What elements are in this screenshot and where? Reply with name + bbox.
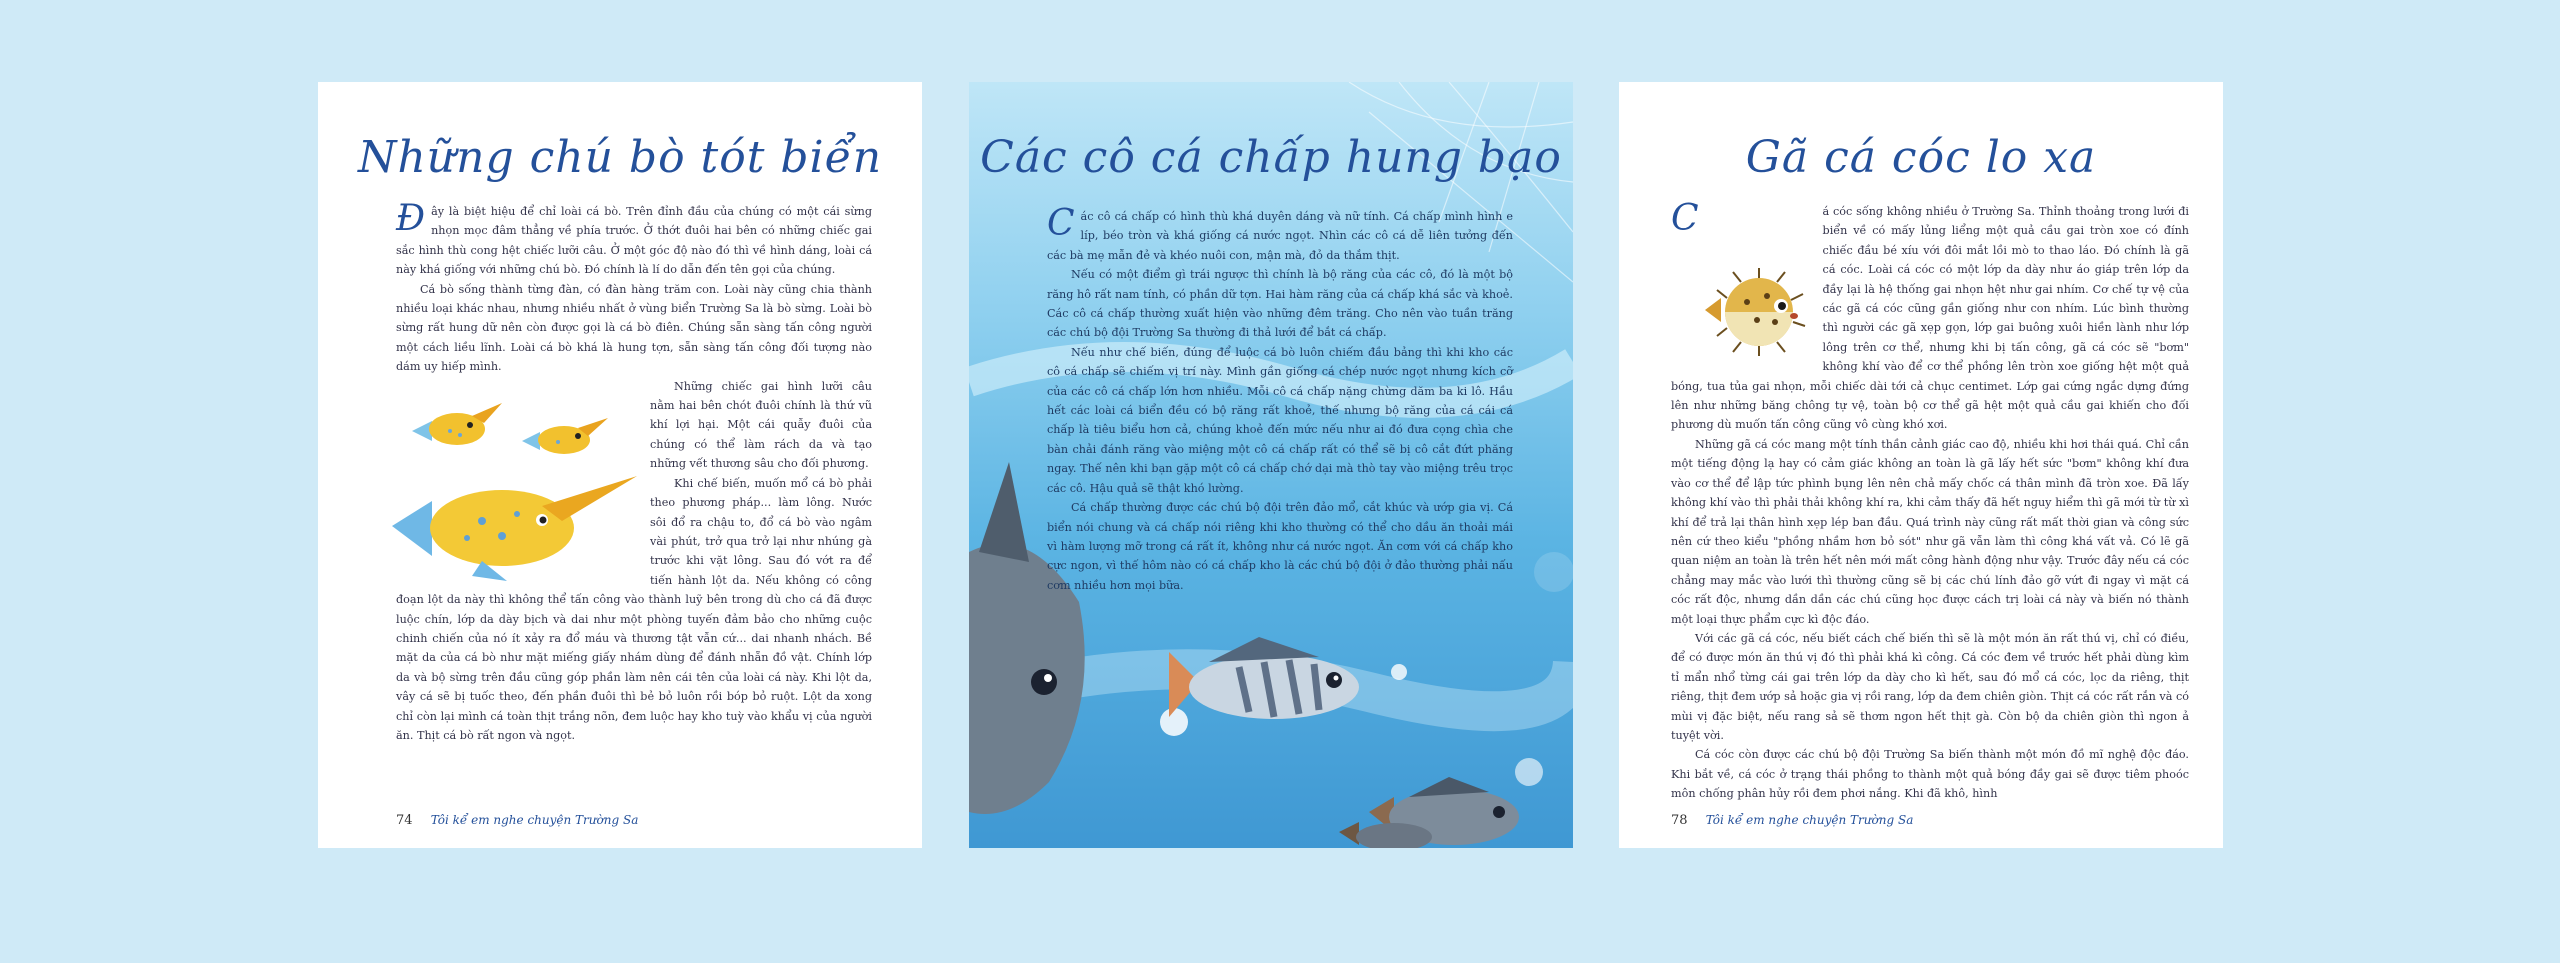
page-body	[1671, 198, 2189, 804]
paragraph: Cá bò sống thành từng đàn, có đàn hàng trăm con. Loài này cũng chia thành nhiều loại khác nhau, nhưng nhiều nhất ở vùng biển Trường Sa là bò sừng. Loài bò sừng rất hung dữ nên còn được gọi là cá bò điên. Chúng sẵn sàng tấn công người một cách liều lĩnh. Loài cá bò khá là hung tợn, sẵn sàng tấn công đối tượng nào dám uy hiếp mình.	[396, 282, 872, 374]
paragraph: Cá cóc còn được các chú bộ đội Trường Sa biến thành một món đồ mĩ nghệ độc đáo. Khi bắt về, cá cóc ở trạng thái phồng to thành một quả bóng đầy gai sẽ được tiêm phoóc môn chống phân hủy rồi đem phơi nắng. Khi đã khô, hình	[1671, 748, 2189, 801]
page-title: Các cô cá chấp hung bạo	[980, 132, 1562, 183]
drop-cap: C	[1047, 203, 1075, 244]
paragraph: Với các gã cá cóc, nếu biết cách chế biến thì sẽ là một món ăn rất thú vị, chỉ có điều, để có được món ăn thú vị đó thì phải khá kì công. Cá cóc đem về trước hết phải dùng kìm tỉ mẩn nhổ từng cái gai trên lớp da dày cho kì hết, sau đó mổ cá cóc, lọc da riêng, thịt riêng, thịt đem ướp sả hoặc gia vị rồi rang, lớp da đem chiên giòn. Thịt cá cóc rất rắn và có mùi vị đặc biệt, nếu rang sả sẽ thơm ngon hết thịt gà. Còn bộ da chiên giòn thì ngon ả tuyệt vời.	[1671, 631, 2189, 742]
page-right	[1619, 82, 2223, 848]
paragraph: Những gã cá cóc mang một tính thần cảnh giác cao độ, nhiều khi hơi thái quá. Chỉ cần một tiếng động lạ hay có cảm giác không an toàn là gã lấy hết sức "bơm" không khí đưa vào cơ thể để lập tức phình bụng lên nên chả mấy chốc cá thân mình đã tròn xoe. Đã lấy không khí vào thì phải thải không khí ra, khi cảm thấy đã hết nguy hiểm thì gã mới từ từ xì khí để trả lại thân hình xẹp lép ban đầu. Quá trình này cũng rất mất thời gian và công sức nên cứ theo kiểu "phồng nhầm hơn bỏ sót" như gã vẫn làm thì công khá vất vả. Có lẽ gã quan niệm an toàn là trên hết nên mới mất công hành động như vậy. Trước đây nếu cá cóc chẳng may mắc vào lưới thì thường cũng sẽ bị các chú lính đảo gỡ vứt đi ngay vì mặt cá cóc rất độc, nhưng dần dần các chú cũng học được cách trị loài cá này và biến nó thành một loại thực phẩm cực kì độc đáo.	[1671, 437, 2189, 626]
drop-cap: Đ	[396, 198, 426, 239]
paragraph: Các cô cá chấp có hình thù khá duyên dáng và nữ tính. Cá chấp mình hình e líp, béo tròn và khá giống cá nước ngọt. Nhìn các cô cá dễ liên tưởng đến các bà mẹ mẫn đẻ và khéo nuôi con, mận mà, đỏ da thắm thịt.	[1047, 203, 1513, 262]
paragraph: Những chiếc gai hình lưỡi câu nằm hai bên chót đuôi chính là thứ vũ khí lợi hại. Một cái quẫy đuôi của chúng có thể làm rách da và tạo những vết thương sâu cho đối phương.	[650, 379, 872, 471]
page-title: Những chú bò tót biển	[357, 132, 883, 183]
paragraph: Khi chế biến, muốn mổ cá bò phải theo phương pháp... làm lông. Nước sôi đổ ra chậu to, đổ cá bò vào ngâm vài phút, trở qua trở lại như nhúng gà trước khi vặt lông. Sau đó vớt ra để tiến hành lột da. Nếu không có công đoạn lột da này thì không thể tấn công vào thành luỹ bên trong dù cho cá đã được luộc chín, lớp da dày bịch và dai như một phòng tuyến đảm bảo cho những cuộc chinh chiến của nó ít xảy ra đổ máu và thương tật vẫn cứ... dai nhanh nhách. Bề mặt da của cá bò như mặt miếng giấy nhám dùng để đánh nhẵn đồ vật. Chính lớp da và bộ sừng trên đầu cũng góp phần làm nên cái tên của loài cá này. Khi lột da, vây cá sẽ bị tuốc theo, đến phần đuôi thì bẻ bỏ luôn rồi bóp bỏ ruột. Lột da xong chỉ còn lại mình cá toàn thịt trắng nõn, đem luộc hay kho tuỳ vào khẩu vị của người ăn. Thịt cá bò rất ngon và ngọt.	[396, 476, 872, 742]
pufferfish-illustration	[1697, 262, 1815, 358]
cowfish-illustration	[392, 381, 642, 581]
paragraph: Cá chấp thường được các chú bộ đội trên đảo mổ, cắt khúc và ướp gia vị. Cá biển nói chung và cá chấp nói riêng khi kho thường có thể cho dầu ăn thoải mái vì hàm lượng mỡ trong cá rất ít, không như cá nước ngọt. Ăn cơm với cá chấp kho cực ngon, vì thế hôm nào có cá chấp kho là các chú bộ đội ở đảo thường phải nấu cơm nhiều hơn mọi bữa.	[1047, 501, 1513, 592]
page-middle	[969, 82, 1573, 848]
paragraph: C á cóc sống không nhiều ở Trường Sa. Thỉnh thoảng trong lưới đi biển về có mấy lủng liểng một quả cầu gai tròn xoe có đính chiếc đầu bé xíu với đôi mắt lồi mò to thao láo. Đó chính là gã cá cóc. Loài cá cóc có một lớp da dày như áo giáp trên lớp da đầy lại là hệ thống gai nhọn hệt như gai nhím. Cơ chế tự vệ của các gã cá cóc cũng gần giống như con nhím. Lúc bình thường thì người các gã xẹp gọn, lớp gai buông xuôi hiền lành như lớp lông trên cơ thể, nhưng khi bị tấn công, gã cá cóc sẽ "bơm" không khí vào để cơ thể phồng lên tròn xoe giống hệt một quả bóng, tua tủa gai nhọn, mỗi chiếc dài tới cả chục centimet. Lớp gai cứng ngắc dựng đứng lên như những băng chông tự vệ, toàn bộ cơ thể gã hệt một quả cầu gai khiến cho đối phương dù muốn tấn công cũng vô cùng khó xơi.	[1671, 198, 2189, 432]
page-number: 74	[396, 813, 413, 828]
book-title: Tôi kể em nghe chuyện Trường Sa	[1705, 813, 1914, 827]
paragraph: Đây là biệt hiệu để chỉ loài cá bò. Trên đỉnh đầu của chúng có một cái sừng nhọn mọc đâm thẳng về phía trước. Ở thớt đuôi hai bên có những chiếc gai sắc hình thù cong hệt chiếc lưỡi câu. Ở một góc độ nào đó thì về hình dáng, loài cá này khá giống với những chú bò. Đó chính là lí do dẫn đến tên gọi của chúng.	[396, 198, 872, 277]
page-left	[318, 82, 922, 848]
page-footer	[1671, 813, 1913, 828]
page-body	[1047, 203, 1513, 595]
page-footer	[396, 813, 638, 828]
page-title: Gã cá cóc lo xa	[1745, 132, 2097, 183]
drop-cap: C	[1671, 198, 1699, 239]
page-number: 78	[1671, 813, 1688, 828]
page-body	[396, 198, 872, 745]
paragraph: Nếu như chế biến, đúng để luộc cá bò luôn chiếm đầu bảng thì khi kho các cô cá chấp sẽ chiếm vị trí này. Mình gần giống cá chép nước ngọt nhưng kích cỡ của các cô cá chấp lớn hơn nhiều. Mỗi cô cá chấp nặng chừng dăm ba ki lô. Hầu hết các loài cá biển đều có bộ răng rất khoẻ, thế nhưng bộ răng của cá cái cá chấp là tiêu biểu hơn cả, chúng khoẻ đến mức nếu như ai đó đưa cọng chìa che bàn chải đánh răng vào miệng một cô cá chấp rất có thể sẽ bị cô cắt đứt phăng ngay. Thế nên khi bạn gặp một cô cá chấp chớ dại mà thò tay vào miệng trêu trọc các cô. Hậu quả sẽ thật khó lường.	[1047, 345, 1513, 495]
book-title: Tôi kể em nghe chuyện Trường Sa	[430, 813, 639, 827]
paragraph: Nếu có một điểm gì trái ngược thì chính là bộ răng của các cô, đó là một bộ răng hô rất nam tính, có phần dữ tợn. Hai hàm răng của cá chấp khá sắc và khoẻ. Các cô cá chấp thường xuất hiện vào những đêm trăng. Cho nên vào tuần trăng các chú bộ đội Trường Sa thường đi thả lưới để bắt cá chấp.	[1047, 268, 1513, 340]
